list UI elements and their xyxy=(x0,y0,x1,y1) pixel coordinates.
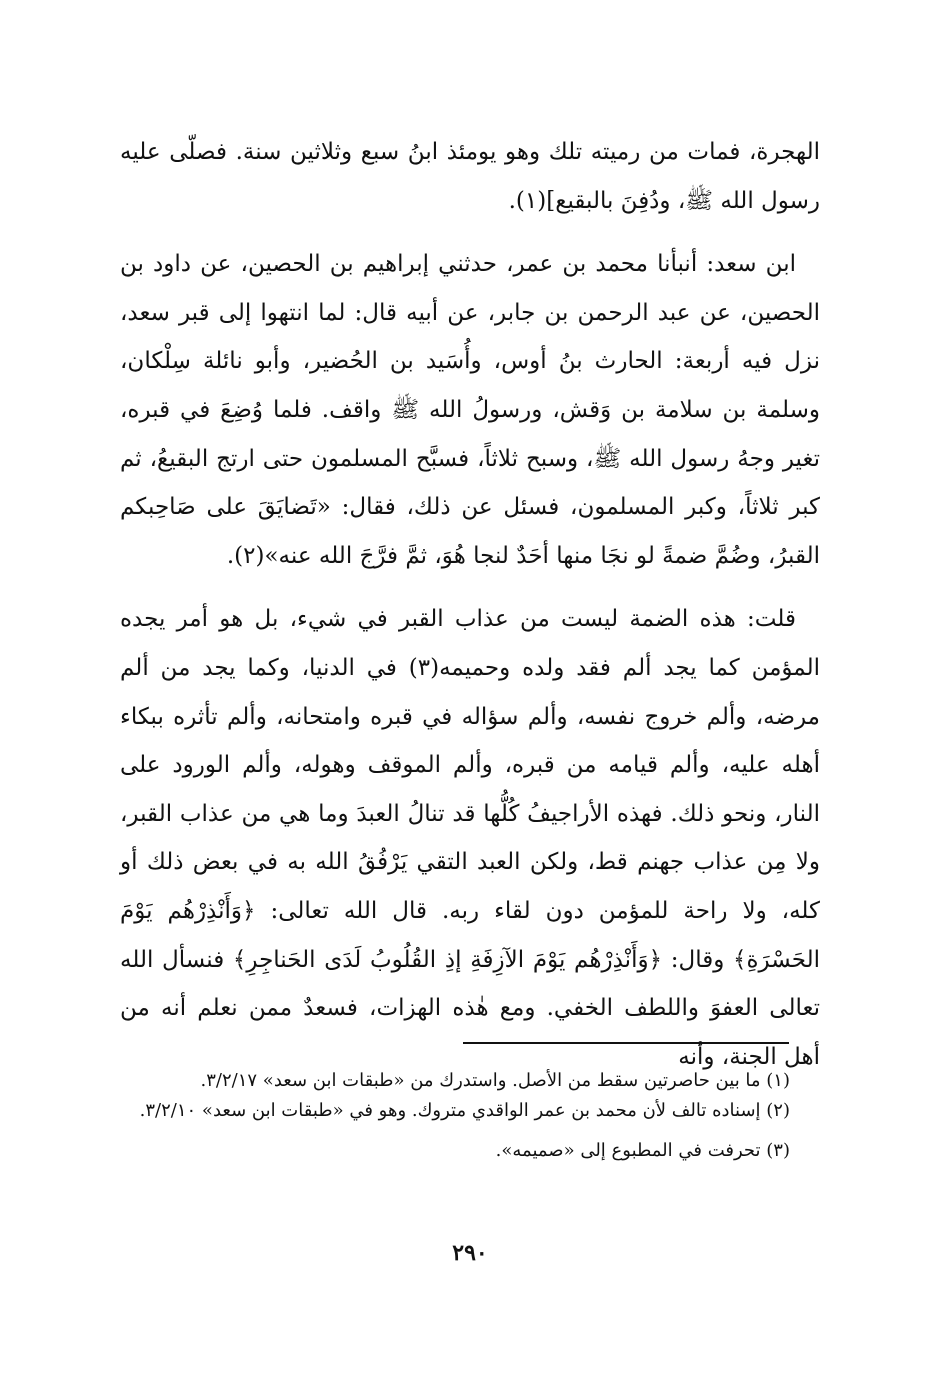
footnote-separator xyxy=(463,1042,789,1044)
paragraph-3: قلت: هذه الضمة ليست من عذاب القبر في شيء، بل هو أمر يجده المؤمن كما يجد ألم فقد ولده وحميمه(٣) في الدنيا، وكما يجد من ألم مرضه، وألم خروج نفسه، وألم سؤاله في قبره وامتحانه، وألم تأثره ببكاء أهله عليه، وألم قيامه من قبره، وألم الموقف وهوله، وألم الورود على النار، ونحو ذلك. فهذه الأراجيفُ كُلُّها قد تنالُ العبدَ وما هي من عذاب القبر، ولا مِن عذاب جهنم قط، ولكن العبد التقي يَرْفُقُ الله به في بعض ذلك أو كله، ولا راحة للمؤمن دون لقاء ربه. قال الله تعالى: ﴿وَأَنْذِرْهُم يَوْمَ الحَسْرَةِ﴾ وقال: ﴿وَأَنْذِرْهُم يَوْمَ الآزِفَةِ إذِ القُلُوبُ لَدَى الحَناجِرِ﴾ فنسأل الله تعالى العفوَ واللطف الخفي. ومع هٰذه الهزات، فسعدٌ ممن نعلم أنه من أهل الجنة، وأنه xyxy=(120,606,821,1070)
paragraph-1: الهجرة، فمات من رميته تلك وهو يومئذ ابنُ سبع وثلاثين سنة. فصلّى عليه رسول الله ﷺ، ودُفِنَ بالبقيع](١). xyxy=(120,139,820,214)
paragraph-2: ابن سعد: أنبأنا محمد بن عمر، حدثني إبراهيم بن الحصين، عن داود بن الحصين، عن عبد الرحمن بن جابر، عن أبيه قال: لما انتهوا إلى قبر سعد، نزل فيه أربعة: الحارث بنُ أوس، وأُسَيد بن الحُضير، وأبو نائلة سِلْكان، وسلمة بن سلامة بن وَقش، ورسولُ الله ﷺ واقف. فلما وُضِعَ في قبره، تغير وجهُ رسول الله ﷺ، وسبح ثلاثاً، فسبَّح المسلمون حتى ارتج البقيعُ، ثم كبر ثلاثاً، وكبر المسلمون، فسئل عن ذلك، فقال: «تَضايَقَ على صَاحِبكم القبرُ، وضُمَّ ضمةً لو نجَا منها أحَدٌ لنجا هُوَ، ثمَّ فرَّجَ الله عنه»(٢). xyxy=(120,251,820,569)
main-text xyxy=(120,128,820,1081)
page-number: ٢٩٠ xyxy=(452,1240,488,1266)
footnote-1: (١) ما بين حاصرتين سقط من الأصل. واستدرك من «طبقات ابن سعد» ٣/٢/١٧. xyxy=(200,1070,790,1091)
footnotes xyxy=(130,1066,790,1166)
footnote-3: (٣) تحرفت في المطبوع إلى «صميمه». xyxy=(495,1140,790,1161)
footnote-2: (٢) إسناده تالف لأن محمد بن عمر الواقدي متروك. وهو في «طبقات ابن سعد» ٣/٢/١٠. xyxy=(139,1100,790,1121)
